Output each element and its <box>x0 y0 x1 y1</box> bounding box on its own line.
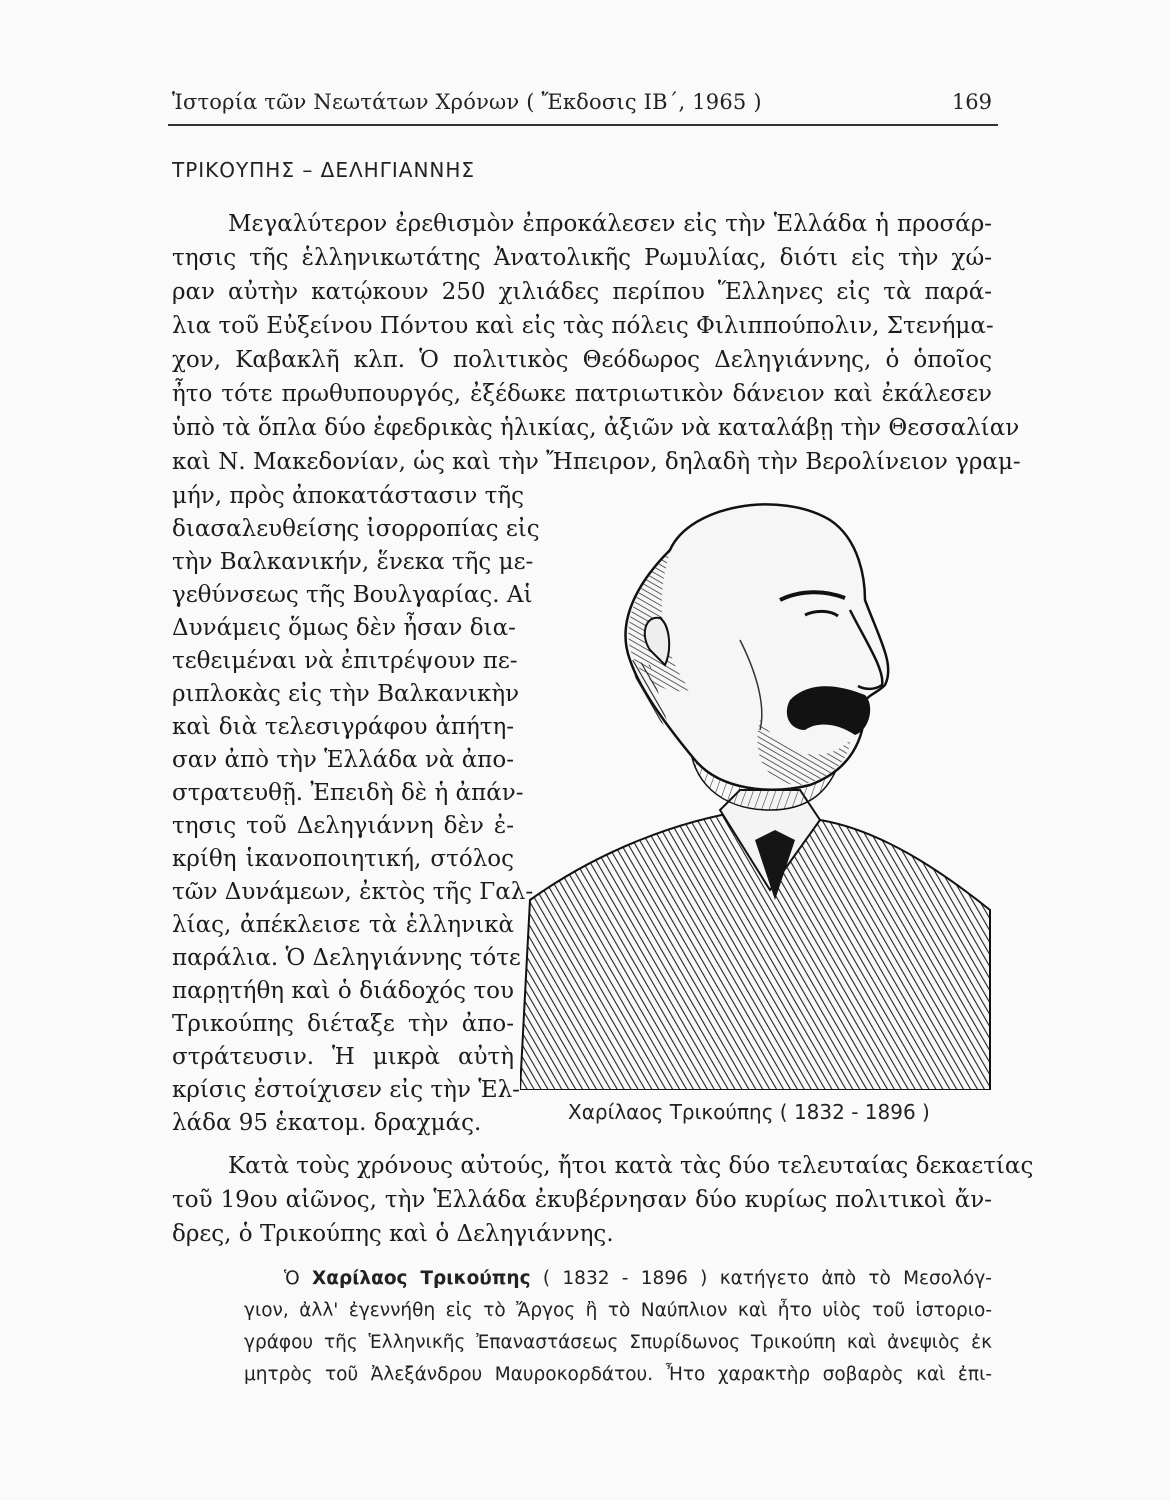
text-line: Μεγαλύτερον ἐρεθισμὸν ἐπροκάλεσεν εἰς τὴν Ἑλλάδα ἡ προσάρ- <box>228 211 992 237</box>
text-line: μήν, πρὸς ἀποκατάστασιν τῆς <box>172 483 525 509</box>
note-line: γιον, ἀλλ' ἐγεννήθη εἰς τὸ Ἄργος ἢ τὸ Ναύπλιον καὶ ἦτο υἱὸς τοῦ ἱστοριο- <box>244 1300 992 1321</box>
text-line: στρατευθῇ. Ἐπειδὴ δὲ ἡ ἀπάν- <box>172 780 524 806</box>
text-line: γεθύνσεως τῆς Βουλγαρίας. Αἱ <box>172 582 533 608</box>
text-line: ραν αὐτὴν κατῴκουν 250 χιλιάδες περίπου Ἕλληνες εἰς τὰ παρά- <box>172 279 992 305</box>
portrait-engraving <box>520 490 1000 1090</box>
note-name-bold: Χαρίλαος Τρικούπης <box>312 1268 531 1289</box>
header-rule <box>168 124 998 126</box>
text-line: ριπλοκὰς εἰς τὴν Βαλκανικὴν <box>172 681 520 707</box>
running-header: Ἱστορία τῶν Νεωτάτων Χρόνων ( Ἔκδοσις ΙΒ΄, 1965 ) <box>172 90 762 114</box>
note-line <box>284 1264 992 1294</box>
text-line: τοῦ 19ου αἰῶνος, τὴν Ἑλλάδα ἐκυβέρνησαν δύο κυρίως πολιτικοὶ ἄν- <box>172 1187 992 1213</box>
text-line: διασαλευθείσης ἰσορροπίας εἰς <box>172 516 540 542</box>
note-lead: Ὁ <box>284 1268 312 1289</box>
note-line: μητρὸς τοῦ Ἀλεξάνδρου Μαυροκορδάτου. Ἦτο χαρακτὴρ σοβαρὸς καὶ ἐπι- <box>244 1364 992 1385</box>
text-line: καὶ διὰ τελεσιγράφου ἀπήτη- <box>172 714 514 740</box>
text-line: Κατὰ τοὺς χρόνους αὐτούς, ἤτοι κατὰ τὰς δύο τελευταίας δεκαετίας <box>228 1153 1034 1179</box>
text-line: σαν ἀπὸ τὴν Ἑλλάδα νὰ ἀπο- <box>172 747 514 773</box>
text-line: τῶν Δυνάμεων, ἐκτὸς τῆς Γαλ- <box>172 879 534 905</box>
text-line: τησις τοῦ Δεληγιάννη δὲν ἐ- <box>172 813 514 839</box>
text-line: κρίθη ἱκανοποιητική, στόλος <box>172 846 514 872</box>
text-line: ἦτο τότε πρωθυπουργός, ἐξέδωκε πατριωτικὸν δάνειον καὶ ἐκάλεσεν <box>172 381 992 407</box>
text-line: χον, Καβακλῆ κλπ. Ὁ πολιτικὸς Θεόδωρος Δεληγιάννης, ὁ ὁποῖος <box>172 347 992 373</box>
text-line: παρῃτήθη καὶ ὁ διάδοχός του <box>172 978 514 1004</box>
page-number: 169 <box>951 90 992 114</box>
text-line: καὶ Ν. Μακεδονίαν, ὡς καὶ τὴν Ἤπειρον, δηλαδὴ τὴν Βερολίνειον γραμ- <box>172 449 1021 475</box>
portrait-caption: Χαρίλαος Τρικούπης ( 1832 - 1896 ) <box>568 1100 930 1124</box>
text-line: δρες, ὁ Τρικούπης καὶ ὁ Δεληγιάννης. <box>172 1221 614 1247</box>
text-line: λια τοῦ Εὐξείνου Πόντου καὶ εἰς τὰς πόλεις Φιλιππούπολιν, Στενήμα- <box>172 313 994 339</box>
note-line: γράφου τῆς Ἑλληνικῆς Ἐπαναστάσεως Σπυρίδωνος Τρικούπη καὶ ἀνεψιὸς ἐκ <box>244 1332 992 1353</box>
note-rest: ( 1832 - 1896 ) κατήγετο ἀπὸ τὸ Μεσολόγ- <box>530 1268 992 1289</box>
text-line: τὴν Βαλκανικήν, ἕνεκα τῆς με- <box>172 549 534 575</box>
text-line: παράλια. Ὁ Δεληγιάννης τότε <box>172 945 521 971</box>
section-heading: ΤΡΙΚΟΥΠΗΣ – ΔΕΛΗΓΙΑΝΝΗΣ <box>172 158 476 182</box>
text-line: κρίσις ἐστοίχισεν εἰς τὴν Ἑλ- <box>172 1077 520 1103</box>
text-line: Τρικούπης διέταξε τὴν ἀπο- <box>172 1011 514 1037</box>
text-line: τεθειμέναι νὰ ἐπιτρέψουν πε- <box>172 648 518 674</box>
text-line: ὑπὸ τὰ ὅπλα δύο ἐφεδρικὰς ἡλικίας, ἀξιῶν νὰ καταλάβῃ τὴν Θεσσαλίαν <box>172 415 1020 441</box>
text-line: λίας, ἀπέκλεισε τὰ ἑλληνικὰ <box>172 912 514 938</box>
text-line: τησις τῆς ἑλληνικωτάτης Ἀνατολικῆς Ρωμυλίας, διότι εἰς τὴν χώ- <box>172 245 992 271</box>
text-line: Δυνάμεις ὅμως δὲν ἦσαν δια- <box>172 615 516 641</box>
text-line: στράτευσιν. Ἡ μικρὰ αὐτὴ <box>172 1044 514 1070</box>
text-line: λάδα 95 ἑκατομ. δραχμάς. <box>172 1110 482 1136</box>
